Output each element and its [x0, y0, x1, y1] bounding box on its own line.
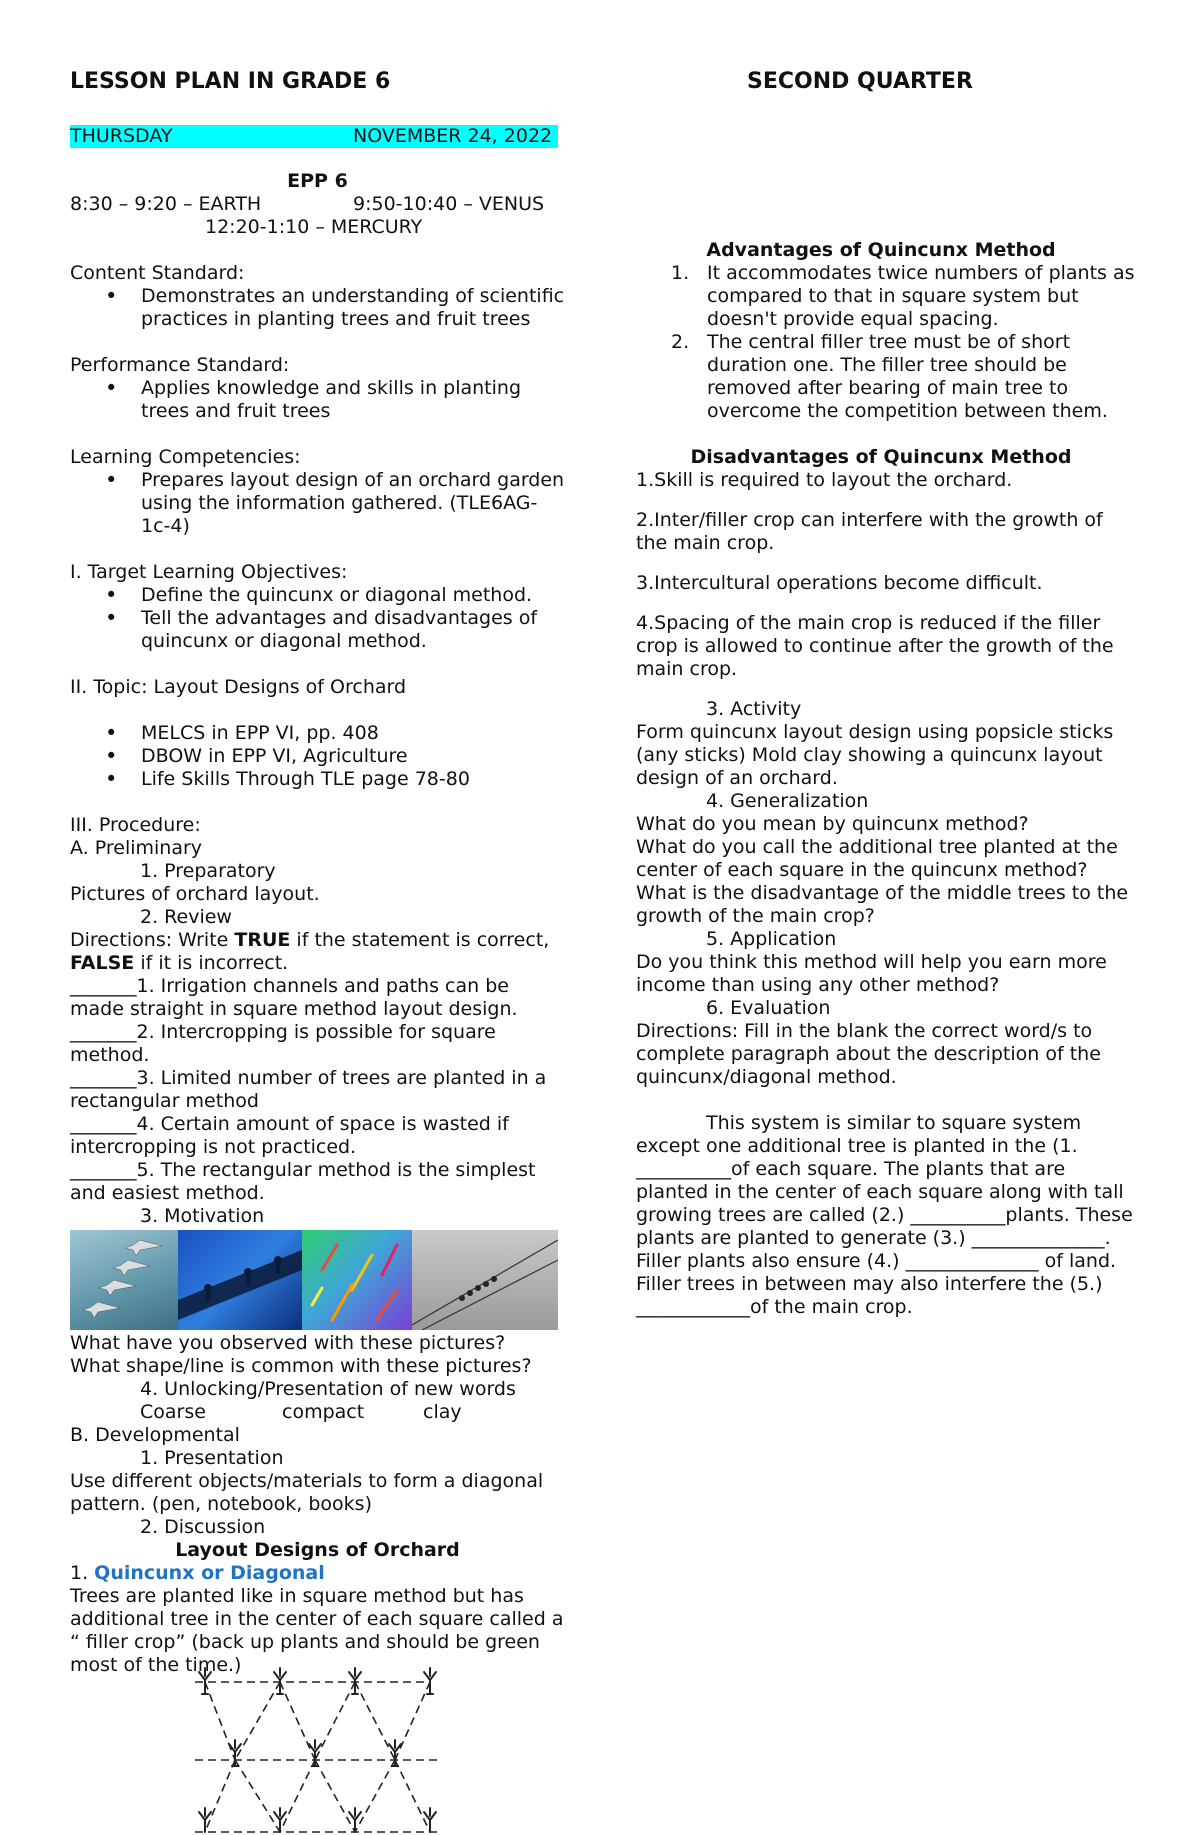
quincunx-heading: 1. Quincunx or Diagonal — [70, 1562, 325, 1584]
evaluation-label: 6. Evaluation — [706, 997, 831, 1019]
page-title: LESSON PLAN IN GRADE 6 — [70, 69, 391, 94]
generalization-label: 4. Generalization — [706, 790, 869, 812]
preparatory-text: Pictures of orchard layout. — [70, 883, 320, 905]
date-bar — [70, 125, 558, 148]
birds-on-wire-picture — [412, 1230, 558, 1330]
review-question: _______3. Limited number of trees are planted in a rectangular method — [70, 1067, 547, 1112]
motivation-pictures — [70, 1230, 565, 1330]
generalization-question: What do you call the additional tree planted at the center of each square in the quincunx method? — [636, 836, 1118, 881]
activity-label: 3. Activity — [706, 698, 802, 720]
disadvantage-item: 4.Spacing of the main crop is reduced if the filler crop is allowed to continue after the growth of the main crop. — [636, 612, 1114, 680]
jets-picture — [70, 1230, 178, 1330]
objective-item: • Define the quincunx or diagonal method. — [141, 584, 565, 607]
performance-standard-item: • Applies knowledge and skills in planting trees and fruit trees — [141, 377, 565, 423]
objectives-label: I. Target Learning Objectives: — [70, 561, 348, 583]
advantage-item: 1. It accommodates twice numbers of plants as compared to that in square system but doesn't provide equal spacing. — [671, 262, 1135, 330]
new-words — [70, 1401, 565, 1424]
review-directions: Directions: Write TRUE if the statement is correct, FALSE if it is incorrect. — [70, 929, 550, 974]
schedule-venus: 9:50-10:40 – VENUS — [353, 193, 545, 215]
unlocking-label: 4. Unlocking/Presentation of new words — [140, 1378, 516, 1400]
review-question: _______5. The rectangular method is the simplest and easiest method. — [70, 1159, 536, 1204]
objective-item: • Tell the advantages and disadvantages of quincunx or diagonal method. — [141, 607, 565, 653]
presentation-text: Use different objects/materials to form a diagonal pattern. (pen, notebook, books) — [70, 1470, 544, 1515]
subject-title: EPP 6 — [287, 170, 348, 192]
topic-label: II. Topic: Layout Designs of Orchard — [70, 676, 407, 698]
disadvantages-title: Disadvantages of Quincunx Method — [690, 446, 1072, 468]
new-word: Coarse — [140, 1401, 206, 1423]
performance-standard-label: Performance Standard: — [70, 354, 290, 376]
generalization-question: What do you mean by quincunx method? — [636, 813, 1029, 835]
reference-item: • DBOW in EPP VI, Agriculture — [141, 745, 565, 768]
procedure-label: III. Procedure: — [70, 814, 201, 836]
review-question: _______4. Certain amount of space is wasted if intercropping is not practiced. — [70, 1113, 509, 1158]
new-word: clay — [423, 1401, 462, 1423]
review-label: 2. Review — [140, 906, 232, 928]
review-question: _______2. Intercropping is possible for square method. — [70, 1021, 496, 1066]
motivation-label: 3. Motivation — [140, 1205, 265, 1227]
preliminary-label: A. Preliminary — [70, 837, 203, 859]
quincunx-layout-diagram — [185, 1660, 455, 1835]
discussion-label: 2. Discussion — [140, 1516, 266, 1538]
content-standard-label: Content Standard: — [70, 262, 245, 284]
quincunx-text: Trees are planted like in square method but has additional tree in the center of each square called a “ filler crop” (back up plants and should be green most of the time.) — [70, 1585, 564, 1676]
disadvantage-item: 2.Inter/filler crop can interfere with the growth of the main crop. — [636, 509, 1103, 554]
schedule-earth: 8:30 – 9:20 – EARTH — [70, 193, 262, 215]
day-label: THURSDAY — [70, 125, 173, 147]
content-standard-item: • Demonstrates an understanding of scientific practices in planting trees and fruit trees — [141, 285, 565, 331]
schedule-mercury: 12:20-1:10 – MERCURY — [205, 216, 423, 238]
competency-item: • Prepares layout design of an orchard garden using the information gathered. (TLE6AG-1c-4) — [141, 469, 565, 538]
application-text: Do you think this method will help you earn more income than using any other method? — [636, 951, 1107, 996]
right-column — [636, 239, 1136, 1319]
bridge-picture — [178, 1230, 302, 1330]
disadvantage-item: 1.Skill is required to layout the orchard. — [636, 469, 1013, 491]
developmental-label: B. Developmental — [70, 1424, 240, 1446]
disadvantage-item: 3.Intercultural operations become difficult. — [636, 572, 1043, 594]
competencies-label: Learning Competencies: — [70, 446, 301, 468]
observation-question: What shape/line is common with these pictures? — [70, 1355, 532, 1377]
generalization-question: What is the disadvantage of the middle trees to the growth of the main crop? — [636, 882, 1129, 927]
evaluation-directions: Directions: Fill in the blank the correct word/s to complete paragraph about the description of the quincunx/diagonal method. — [636, 1020, 1101, 1088]
left-column — [70, 170, 565, 1677]
presentation-label: 1. Presentation — [140, 1447, 284, 1469]
observation-question: What have you observed with these pictures? — [70, 1332, 506, 1354]
date-label: NOVEMBER 24, 2022 — [353, 125, 553, 147]
reference-item: • Life Skills Through TLE page 78-80 — [141, 768, 565, 791]
advantage-item: 2. The central filler tree must be of short duration one. The filler tree should be removed after bearing of main tree to overcome the competition between them. — [671, 331, 1108, 422]
new-word: compact — [282, 1401, 365, 1423]
activity-text: Form quincunx layout design using popsicle sticks (any sticks) Mold clay showing a quincunx layout design of an orchard. — [636, 721, 1114, 789]
quarter-label: SECOND QUARTER — [747, 69, 973, 94]
preparatory-label: 1. Preparatory — [140, 860, 276, 882]
reference-item: • MELCS in EPP VI, pp. 408 — [141, 722, 565, 745]
application-label: 5. Application — [706, 928, 837, 950]
evaluation-paragraph: This system is similar to square system except one additional tree is planted in the (1. __________of each square. The plants that are planted in the center of each square along with tall growing trees are called (2.) __________plants. These plants are planted to generate (3.) ______________. Filler plants also ensure (4.) ______________ of land. Filler trees in between may also interfere the (5.) ____________of the main crop. — [636, 1112, 1133, 1318]
advantages-title: Advantages of Quincunx Method — [706, 239, 1056, 261]
layout-designs-title: Layout Designs of Orchard — [175, 1539, 460, 1561]
diagonal-lines-picture — [302, 1230, 412, 1330]
review-question: _______1. Irrigation channels and paths can be made straight in square method layout design. — [70, 975, 518, 1020]
